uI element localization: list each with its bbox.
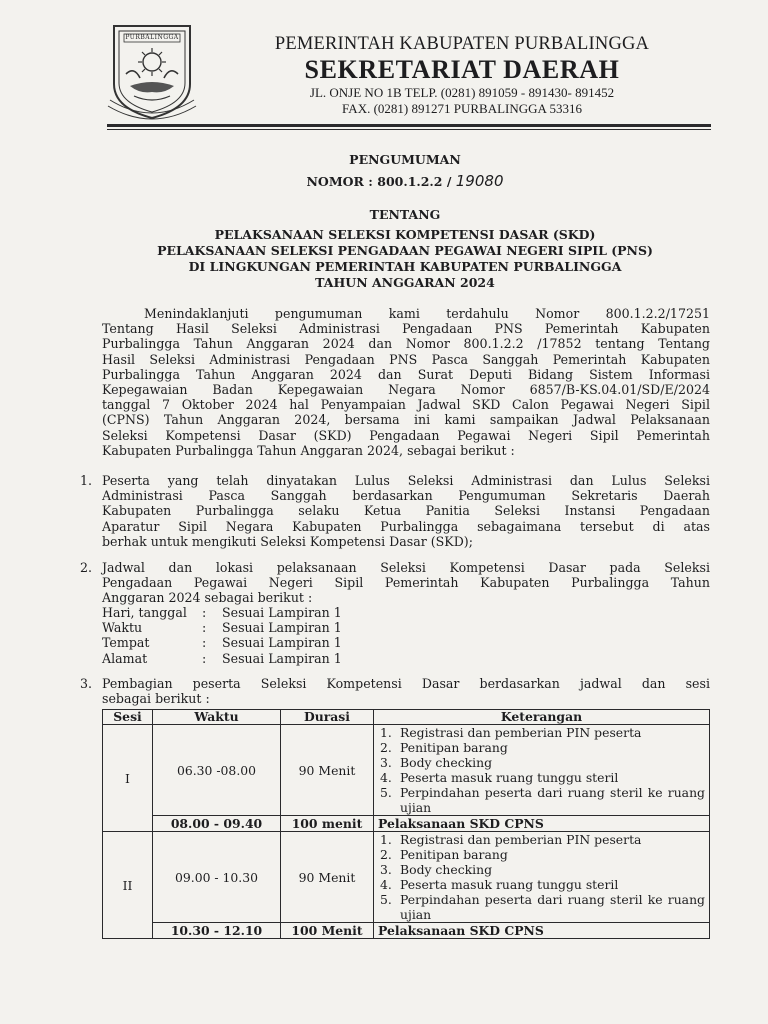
- paragraph-line: tanggal 7 Oktober 2024 hal Penyampaian Jadwal SKD Calon Pegawai Negeri Sipil: [102, 397, 710, 413]
- session-notes: [374, 725, 710, 816]
- subject-line-3: DI LINGKUNGAN PEMERINTAH KABUPATEN PURBALINGGA: [188, 259, 622, 274]
- announcement-number: [100, 173, 710, 190]
- point-3-text: [102, 676, 710, 706]
- list-item: 5. Perpindahan peserta dari ruang steril ke ruang ujian: [380, 785, 705, 815]
- session-number: I: [103, 725, 153, 832]
- paragraph-line: Anggaran 2024 sebagai berikut :: [102, 590, 313, 606]
- schedule-row: Tempat : Sesuai Lampiran 1: [102, 635, 342, 651]
- point-1-text: [102, 473, 710, 549]
- paragraph-line: Kabupaten Purbalingga selaku Ketua Panitia Seleksi Instansi Pengadaan: [102, 503, 710, 519]
- session-duration: 90 Menit: [281, 832, 374, 923]
- table-row: [103, 923, 710, 939]
- list-item: 4. Peserta masuk ruang tunggu steril: [380, 770, 619, 785]
- paragraph-line: Seleksi Kompetensi Dasar (SKD) Pengadaan Pegawai Negeri Sipil Pemerintah: [102, 427, 710, 443]
- exam-duration: 100 Menit: [281, 923, 374, 939]
- session-number: II: [103, 832, 153, 939]
- list-item: 5. Perpindahan peserta dari ruang steril ke ruang ujian: [380, 892, 705, 922]
- paragraph-line: Kabupaten Purbalingga Tahun Anggaran 2024, sebagai berikut :: [102, 442, 515, 458]
- announcement-label: PENGUMUMAN: [349, 152, 461, 167]
- table-header-row: [103, 710, 710, 725]
- paragraph-line: Aparatur Sipil Negara Kabupaten Purbalingga sebagaimana tersebut di atas: [102, 518, 710, 534]
- letterhead-rule-thin: [107, 129, 711, 130]
- paragraph-line: Purbalingga Tahun Anggaran 2024 dan Surat Deputi Bidang Sistem Informasi: [102, 366, 710, 382]
- handwritten-number: 19080: [455, 172, 504, 190]
- notes-list: [378, 832, 705, 922]
- office-name: SEKRETARIAT DAERAH: [304, 55, 620, 84]
- session-table: [102, 709, 710, 939]
- session-time: 09.00 - 10.30: [153, 832, 281, 923]
- table-row: [103, 816, 710, 832]
- schedule-row: Alamat : Sesuai Lampiran 1: [102, 650, 342, 666]
- point-number: 1.: [80, 473, 93, 488]
- number-prefix: NOMOR : 800.1.2.2 /: [306, 174, 452, 189]
- paragraph-line: Pengadaan Pegawai Negeri Sipil Pemerintah Kabupaten Purbalingga Tahun: [102, 575, 710, 591]
- session-time: 06.30 -08.00: [153, 725, 281, 816]
- subject-line-2: PELAKSANAAN SELEKSI PENGADAAN PEGAWAI NEGERI SIPIL (PNS): [157, 243, 653, 258]
- paragraph-line: Purbalingga Tahun Anggaran 2024 dan Nomor 800.1.2.2 /17852 tentang Tentang: [102, 336, 710, 352]
- subject-line-4: TAHUN ANGGARAN 2024: [315, 275, 495, 290]
- subject-line-1: PELAKSANAAN SELEKSI KOMPETENSI DASAR (SKD): [214, 227, 596, 242]
- point-2-text: [102, 560, 710, 606]
- header-durasi: Durasi: [281, 710, 374, 725]
- list-item: 1. Registrasi dan pemberian PIN peserta: [380, 725, 642, 740]
- list-item: 2. Penitipan barang: [380, 740, 508, 755]
- exam-duration: 100 menit: [281, 816, 374, 832]
- notes-list: [378, 725, 705, 815]
- list-item: 4. Peserta masuk ruang tunggu steril: [380, 877, 619, 892]
- table-row: [103, 725, 710, 816]
- list-item: 3. Body checking: [380, 755, 493, 770]
- paragraph-line: (CPNS) Tahun Anggaran 2024, bersama ini kami sampaikan Jadwal Pelaksanaan: [102, 412, 710, 428]
- letterhead-rule: [107, 124, 711, 127]
- table-row: [103, 832, 710, 923]
- session-duration: 90 Menit: [281, 725, 374, 816]
- exam-time: 08.00 - 09.40: [153, 816, 281, 832]
- address-line: JL. ONJE NO 1B TELP. (0281) 891059 - 891430- 891452: [309, 85, 615, 100]
- emblem-text: PURBALINGGA: [125, 34, 179, 41]
- paragraph-line: Hasil Seleksi Administrasi Pengadaan PNS Pasca Sanggah Pemerintah Kabupaten: [102, 351, 710, 367]
- paragraph-line: Peserta yang telah dinyatakan Lulus Seleksi Administrasi dan Lulus Seleksi: [102, 473, 710, 488]
- paragraph-line: Jadwal dan lokasi pelaksanaan Seleksi Kompetensi Dasar pada Seleksi: [102, 560, 710, 575]
- paragraph-line: Pembagian peserta Seleksi Kompetensi Dasar berdasarkan jadwal dan sesi: [102, 676, 710, 691]
- list-item: 3. Body checking: [380, 862, 493, 877]
- exam-time: 10.30 - 12.10: [153, 923, 281, 939]
- header-waktu: Waktu: [153, 710, 281, 725]
- schedule-row: Hari, tanggal : Sesuai Lampiran 1: [102, 605, 342, 620]
- paragraph-line: Tentang Hasil Seleksi Administrasi Pengadaan PNS Pemerintah Kabupaten: [102, 321, 710, 337]
- paragraph-line: sebagai berikut :: [102, 691, 210, 707]
- schedule-row: Waktu : Sesuai Lampiran 1: [102, 620, 342, 636]
- fax-line: FAX. (0281) 891271 PURBALINGGA 53316: [342, 101, 582, 116]
- session-notes: [374, 832, 710, 923]
- about-label: TENTANG: [369, 207, 441, 222]
- letterhead: [214, 33, 710, 117]
- paragraph-line: Menindaklanjuti pengumuman kami terdahulu Nomor 800.1.2.2/17251: [144, 306, 710, 321]
- point-number: 2.: [80, 560, 93, 575]
- list-item: 1. Registrasi dan pemberian PIN peserta: [380, 832, 642, 847]
- header-keterangan: Keterangan: [374, 710, 710, 725]
- intro-paragraph: [102, 306, 710, 458]
- point-number: 3.: [80, 676, 93, 691]
- schedule-list: [102, 605, 342, 666]
- exam-label: Pelaksanaan SKD CPNS: [374, 923, 710, 939]
- header-sesi: Sesi: [103, 710, 153, 725]
- paragraph-line: Kepegawaian Badan Kepegawaian Negara Nomor 6857/B-KS.04.01/SD/E/2024: [102, 382, 710, 398]
- list-item: 2. Penitipan barang: [380, 847, 508, 862]
- government-name: PEMERINTAH KABUPATEN PURBALINGGA: [274, 34, 650, 54]
- paragraph-line: Administrasi Pasca Sanggah berdasarkan Pengumuman Sekretaris Daerah: [102, 488, 710, 504]
- paragraph-line: berhak untuk mengikuti Seleksi Kompetensi Dasar (SKD);: [102, 533, 473, 549]
- exam-label: Pelaksanaan SKD CPNS: [374, 816, 710, 832]
